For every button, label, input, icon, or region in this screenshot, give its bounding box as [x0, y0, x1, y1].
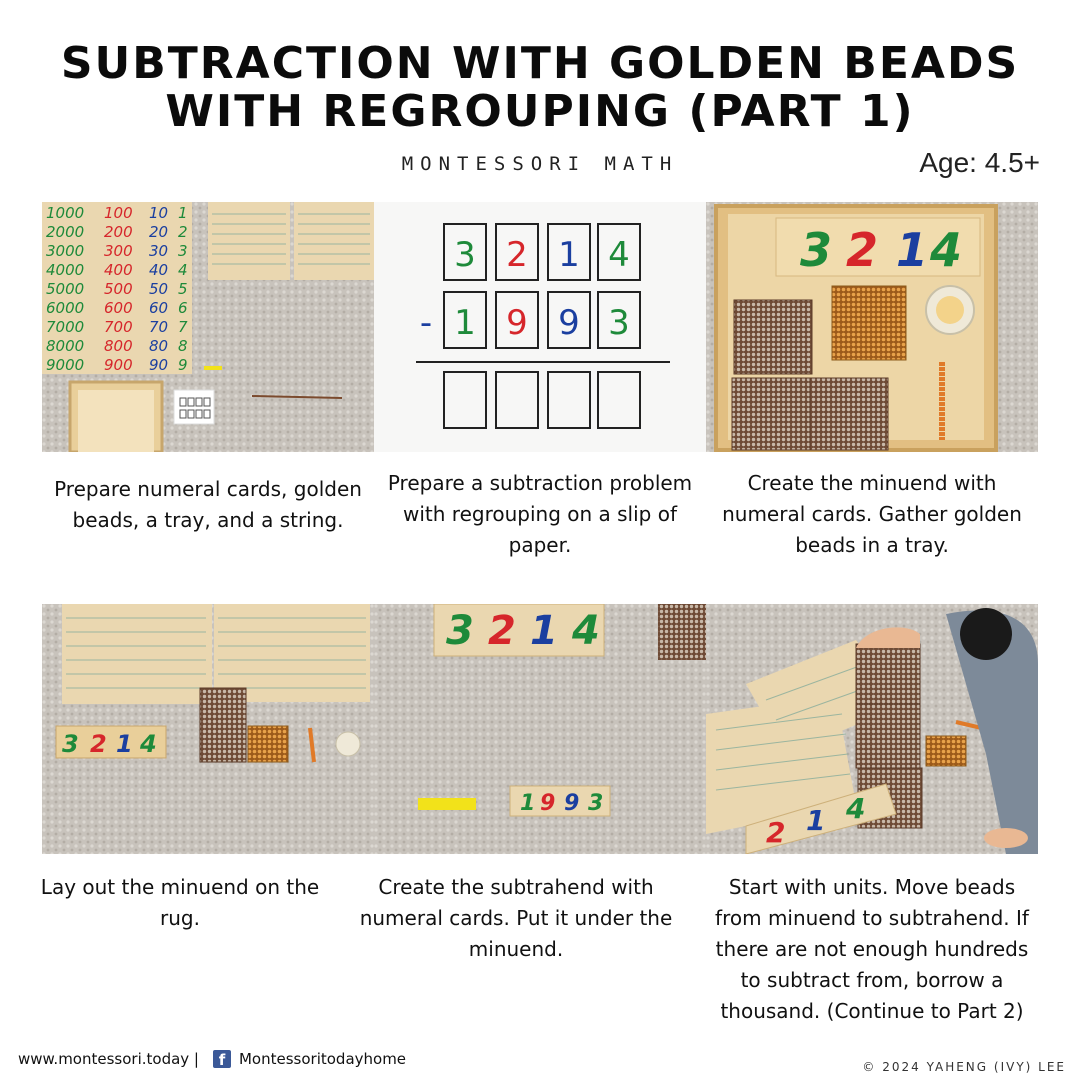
step6-minuend-hundreds: 2 — [766, 816, 786, 849]
card-row-9-hundreds: 900 — [104, 356, 133, 374]
card-row-7-hundreds: 700 — [104, 318, 133, 336]
card-row-7-units: 7 — [178, 318, 188, 336]
caption-step-3: Create the minuend with numeral cards. Gather golden beads in a tray. — [722, 471, 1022, 557]
paper-subtrahend-thousands: 1 — [454, 303, 476, 343]
paper-minuend-hundreds: 2 — [506, 235, 528, 275]
card-row-6-units: 6 — [178, 299, 188, 317]
caption-step-5: Create the subtrahend with numeral cards. Put it under the minuend. — [359, 875, 673, 961]
card-row-2: 2000 — [46, 223, 85, 241]
step6-minuend-units: 4 — [846, 792, 866, 825]
card-row-2-units: 2 — [178, 223, 188, 241]
card-row-3-hundreds: 300 — [104, 242, 133, 260]
card-row-3: 3000 — [46, 242, 85, 260]
facebook-page-link[interactable]: Montessoritodayhome — [238, 1050, 407, 1068]
paper-minuend-units: 4 — [608, 235, 630, 275]
photo-step-2 — [374, 202, 706, 452]
tray-minuend-tens: 1 — [896, 223, 929, 277]
title-line-1: SUBTRACTION WITH GOLDEN BEADS — [60, 38, 1020, 89]
card-row-3-units: 3 — [178, 242, 188, 260]
card-row-1: 1000 — [46, 204, 85, 222]
step5-subtrahend-units: 3 — [588, 791, 604, 816]
step5-minuend-units: 4 — [572, 608, 600, 654]
caption-step-6: Start with units. Move beads from minuend to subtrahend. If there are not enough hundreds to subtract from, borrow a thousand. (Continue to Part 2) — [715, 875, 1029, 1023]
copyright: © 2024 YAHENG (IVY) LEE — [862, 1060, 1066, 1074]
step5-minuend-thousands: 3 — [446, 608, 474, 654]
minus-sign: - — [419, 303, 433, 343]
paper-subtrahend-units: 3 — [608, 303, 630, 343]
card-row-2-hundreds: 200 — [104, 223, 133, 241]
card-row-4-hundreds: 400 — [104, 261, 133, 279]
photo-step-4 — [42, 604, 374, 854]
photo-step-6 — [706, 604, 1038, 854]
facebook-icon[interactable]: f — [213, 1050, 231, 1068]
caption-step-1: Prepare numeral cards, golden beads, a tray, and a string. — [54, 477, 362, 532]
paper-minuend-thousands: 3 — [454, 235, 476, 275]
step5-subtrahend-thousands: 1 — [520, 791, 536, 816]
rug-minuend-hundreds: 2 — [90, 730, 107, 758]
step5-subtrahend-tens: 9 — [564, 791, 580, 816]
card-row-8: 8000 — [46, 337, 85, 355]
card-row-8-hundreds: 800 — [104, 337, 133, 355]
website-link[interactable]: www.montessori.today | — [18, 1050, 199, 1068]
card-row-9-tens: 90 — [149, 356, 169, 374]
card-row-2-tens: 20 — [149, 223, 169, 241]
rug-minuend-units: 4 — [140, 730, 157, 758]
card-row-4-tens: 40 — [149, 261, 169, 279]
paper-subtrahend-tens: 9 — [558, 303, 580, 343]
card-row-7-tens: 70 — [149, 318, 169, 336]
step5-minuend-hundreds: 2 — [488, 608, 516, 654]
step5-minuend-tens: 1 — [530, 608, 558, 654]
page-title — [0, 40, 1080, 136]
card-row-8-units: 8 — [178, 337, 188, 355]
photo-step-1 — [42, 202, 374, 452]
card-row-5-units: 5 — [178, 280, 188, 298]
paper-subtrahend-hundreds: 9 — [506, 303, 528, 343]
card-row-1-units: 1 — [178, 204, 188, 222]
step5-subtrahend-hundreds: 9 — [540, 791, 556, 816]
card-row-6-hundreds: 600 — [104, 299, 133, 317]
card-row-7: 7000 — [46, 318, 85, 336]
rug-minuend-thousands: 3 — [62, 730, 79, 758]
age-label: Age: 4.5+ — [919, 147, 1040, 178]
card-row-5: 5000 — [46, 280, 85, 298]
title-line-2: WITH REGROUPING (PART 1) — [165, 86, 915, 137]
tray-minuend-units: 4 — [930, 223, 963, 277]
rug-minuend-tens: 1 — [116, 730, 133, 758]
card-row-3-tens: 30 — [149, 242, 169, 260]
card-row-9-units: 9 — [178, 356, 188, 374]
tray-minuend-hundreds: 2 — [846, 223, 879, 277]
tray-minuend-thousands: 3 — [800, 223, 833, 277]
photo-step-3 — [706, 202, 1038, 452]
footer-links — [18, 1050, 406, 1068]
caption-step-2: Prepare a subtraction problem with regrouping on a slip of paper. — [387, 471, 693, 557]
subtitle: MONTESSORI MATH — [401, 153, 679, 175]
photo-step-5 — [374, 604, 706, 854]
caption-step-4: Lay out the minuend on the rug. — [40, 875, 320, 930]
card-row-8-tens: 80 — [149, 337, 169, 355]
step6-minuend-tens: 1 — [806, 804, 826, 837]
card-row-6: 6000 — [46, 299, 85, 317]
card-row-4-units: 4 — [178, 261, 188, 279]
card-row-5-hundreds: 500 — [104, 280, 133, 298]
card-row-5-tens: 50 — [149, 280, 169, 298]
card-row-1-tens: 10 — [149, 204, 169, 222]
card-row-9: 9000 — [46, 356, 85, 374]
paper-minuend-tens: 1 — [558, 235, 580, 275]
card-row-1-hundreds: 100 — [104, 204, 133, 222]
card-row-4: 4000 — [46, 261, 85, 279]
card-row-6-tens: 60 — [149, 299, 169, 317]
